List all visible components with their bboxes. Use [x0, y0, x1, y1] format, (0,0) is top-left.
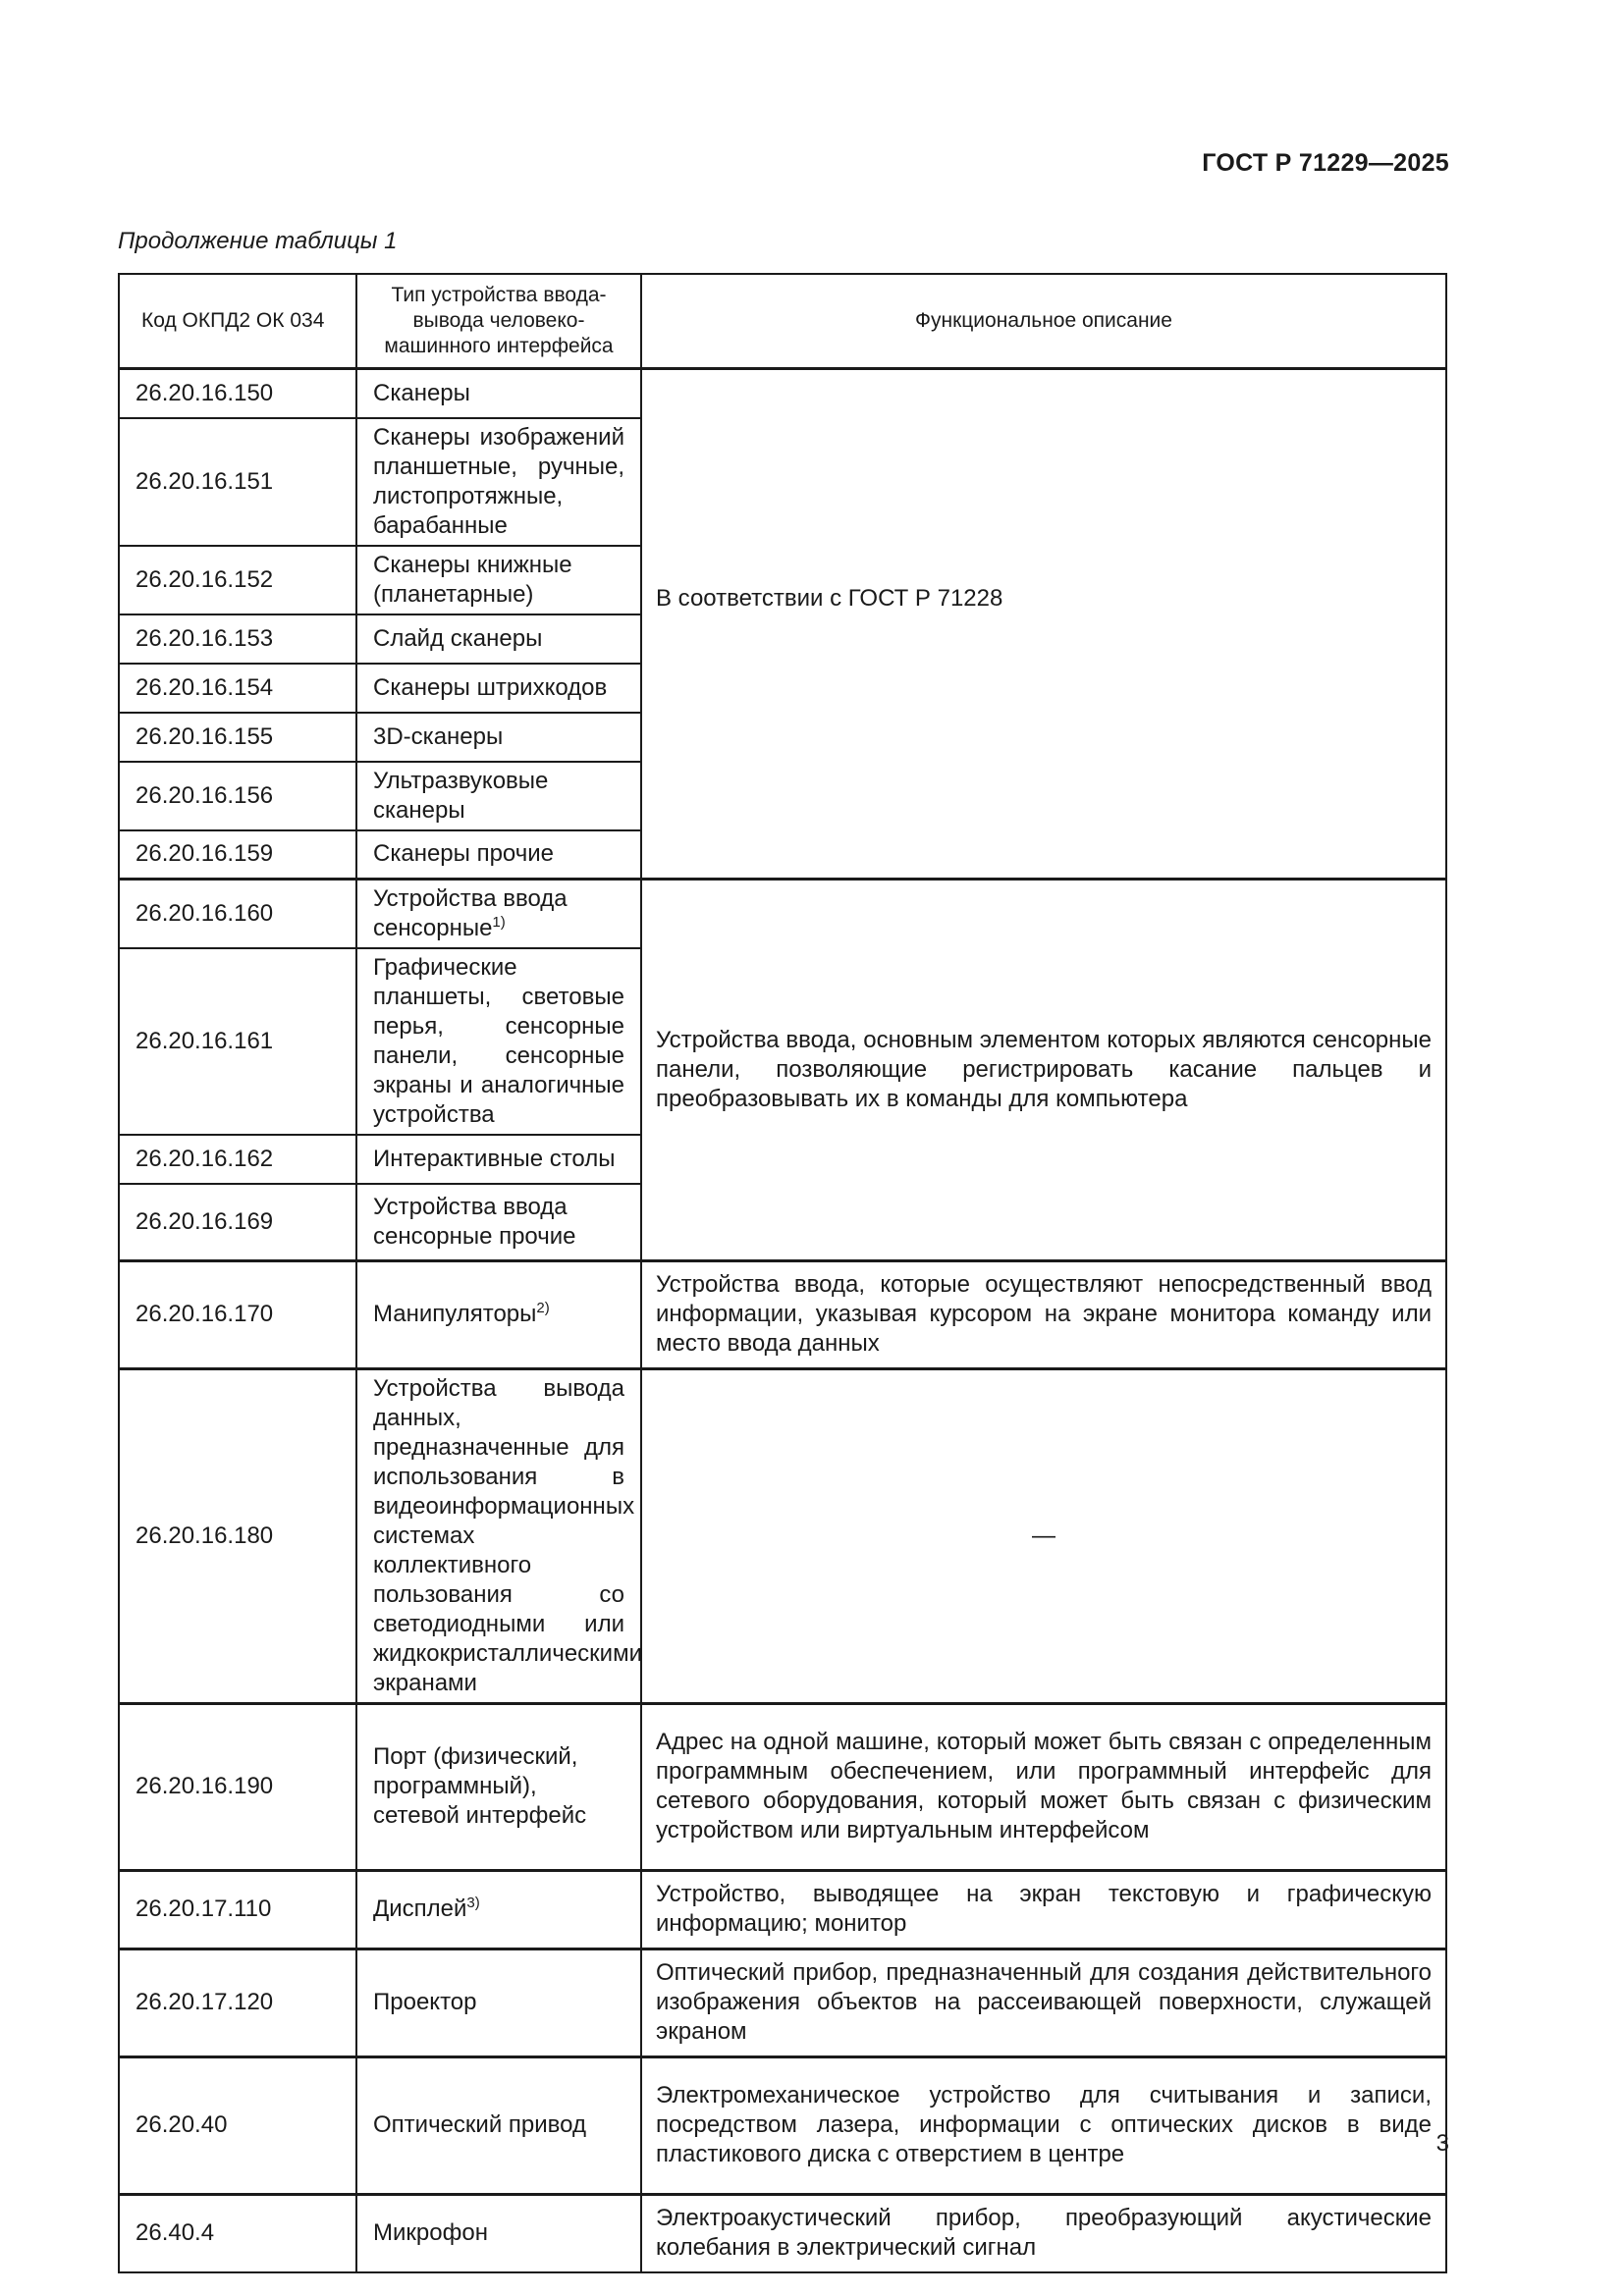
table-row: [119, 369, 1446, 418]
row-code: 26.20.16.150: [119, 369, 356, 418]
row-type: Устройства вывода данных, предназначенные для использования в видеоинформационных системах коллективного пользования со светодиодными или жидкокристаллическими экранами: [356, 1368, 641, 1703]
device-table: [118, 273, 1447, 2273]
row-type: Сканеры: [356, 369, 641, 418]
row-code: 26.20.16.152: [119, 546, 356, 614]
row-description: Электромеханическое устройство для считывания и записи, посредством лазера, информации с оптических дисков в виде пластикового диска с отверстием в центре: [641, 2056, 1446, 2194]
row-type: Устройства ввода сенсорные прочие: [356, 1184, 641, 1260]
row-type: Сканеры книжные (планетарные): [356, 546, 641, 614]
row-type: Манипуляторы$^{2)}$: [356, 1260, 641, 1368]
row-description: —: [641, 1368, 1446, 1703]
row-description: Электроакустический прибор, преобразующий акустические колебания в электрический сигнал: [641, 2194, 1446, 2272]
header-code: Код ОКПД2 ОК 034: [119, 274, 356, 369]
row-type: Дисплей$^{3)}$: [356, 1870, 641, 1949]
row-type: Микрофон: [356, 2194, 641, 2272]
row-code: 26.20.16.155: [119, 713, 356, 762]
table-row: [119, 1703, 1446, 1870]
page-number: 3: [1435, 2130, 1449, 2157]
row-type: Сканеры изображений планшетные, ручные, листопротяжные, барабанные: [356, 418, 641, 546]
touch-group-description: Устройства ввода, основным элементом которых являются сенсорные панели, позволяющие регистрировать касание пальцев и преобразовывать их в команды для компьютера: [641, 880, 1446, 1261]
footnote-ref: 2): [536, 1300, 550, 1316]
row-code: 26.20.16.151: [119, 418, 356, 546]
row-code: 26.20.16.170: [119, 1260, 356, 1368]
row-code: 26.20.16.190: [119, 1703, 356, 1870]
row-type: Порт (физический, программный), сетевой интерфейс: [356, 1703, 641, 1870]
row-type: Проектор: [356, 1949, 641, 2056]
footnote-ref: 1): [492, 914, 506, 931]
row-type: 3D-сканеры: [356, 713, 641, 762]
row-type: Оптический привод: [356, 2056, 641, 2194]
footnote-ref: 3): [466, 1895, 480, 1911]
row-description: Адрес на одной машине, который может быть связан с определенным программным обеспечением, или программный интерфейс для сетевого оборудования, который может быть связан с физическим устройством или виртуальным интерфейсом: [641, 1703, 1446, 1870]
row-type: Интерактивные столы: [356, 1135, 641, 1184]
table-row: [119, 1949, 1446, 2056]
row-type: Ультразвуковые сканеры: [356, 762, 641, 830]
row-code: 26.20.16.156: [119, 762, 356, 830]
row-type: Сканеры прочие: [356, 830, 641, 880]
row-code: 26.20.17.120: [119, 1949, 356, 2056]
row-code: 26.20.16.154: [119, 664, 356, 713]
table-row: [119, 880, 1446, 949]
table-row: [119, 1260, 1446, 1368]
row-type: Слайд сканеры: [356, 614, 641, 664]
row-description: Устройство, выводящее на экран текстовую и графическую информацию; монитор: [641, 1870, 1446, 1949]
row-code: 26.20.16.161: [119, 948, 356, 1135]
standard-designation: ГОСТ Р 71229—2025: [1202, 149, 1449, 177]
row-type: Графические планшеты, световые перья, сенсорные панели, сенсорные экраны и аналогичные устройства: [356, 948, 641, 1135]
row-code: 26.40.4: [119, 2194, 356, 2272]
row-code: 26.20.16.153: [119, 614, 356, 664]
table-header-row: [119, 274, 1446, 369]
row-code: 26.20.16.180: [119, 1368, 356, 1703]
row-description: Оптический прибор, предназначенный для создания действительного изображения объектов на рассеивающей поверхности, служащей экраном: [641, 1949, 1446, 2056]
row-code: 26.20.16.159: [119, 830, 356, 880]
header-type: Тип устройства ввода-вывода человеко-машинного интерфейса: [356, 274, 641, 369]
scanners-group-description: В соответствии с ГОСТ Р 71228: [641, 369, 1446, 880]
header-description: Функциональное описание: [641, 274, 1446, 369]
row-type: Сканеры штрихкодов: [356, 664, 641, 713]
row-code: 26.20.16.160: [119, 880, 356, 949]
table-row: [119, 1870, 1446, 1949]
row-type: Устройства ввода сенсорные$^{1)}$: [356, 880, 641, 949]
table-row: [119, 2194, 1446, 2272]
table-row: [119, 1368, 1446, 1703]
row-code: 26.20.40: [119, 2056, 356, 2194]
table-row: [119, 2056, 1446, 2194]
table-caption: Продолжение таблицы 1: [118, 228, 398, 254]
row-code: 26.20.16.162: [119, 1135, 356, 1184]
row-description: Устройства ввода, которые осуществляют непосредственный ввод информации, указывая курсором на экране монитора команду или место ввода данных: [641, 1260, 1446, 1368]
row-code: 26.20.17.110: [119, 1870, 356, 1949]
row-code: 26.20.16.169: [119, 1184, 356, 1260]
